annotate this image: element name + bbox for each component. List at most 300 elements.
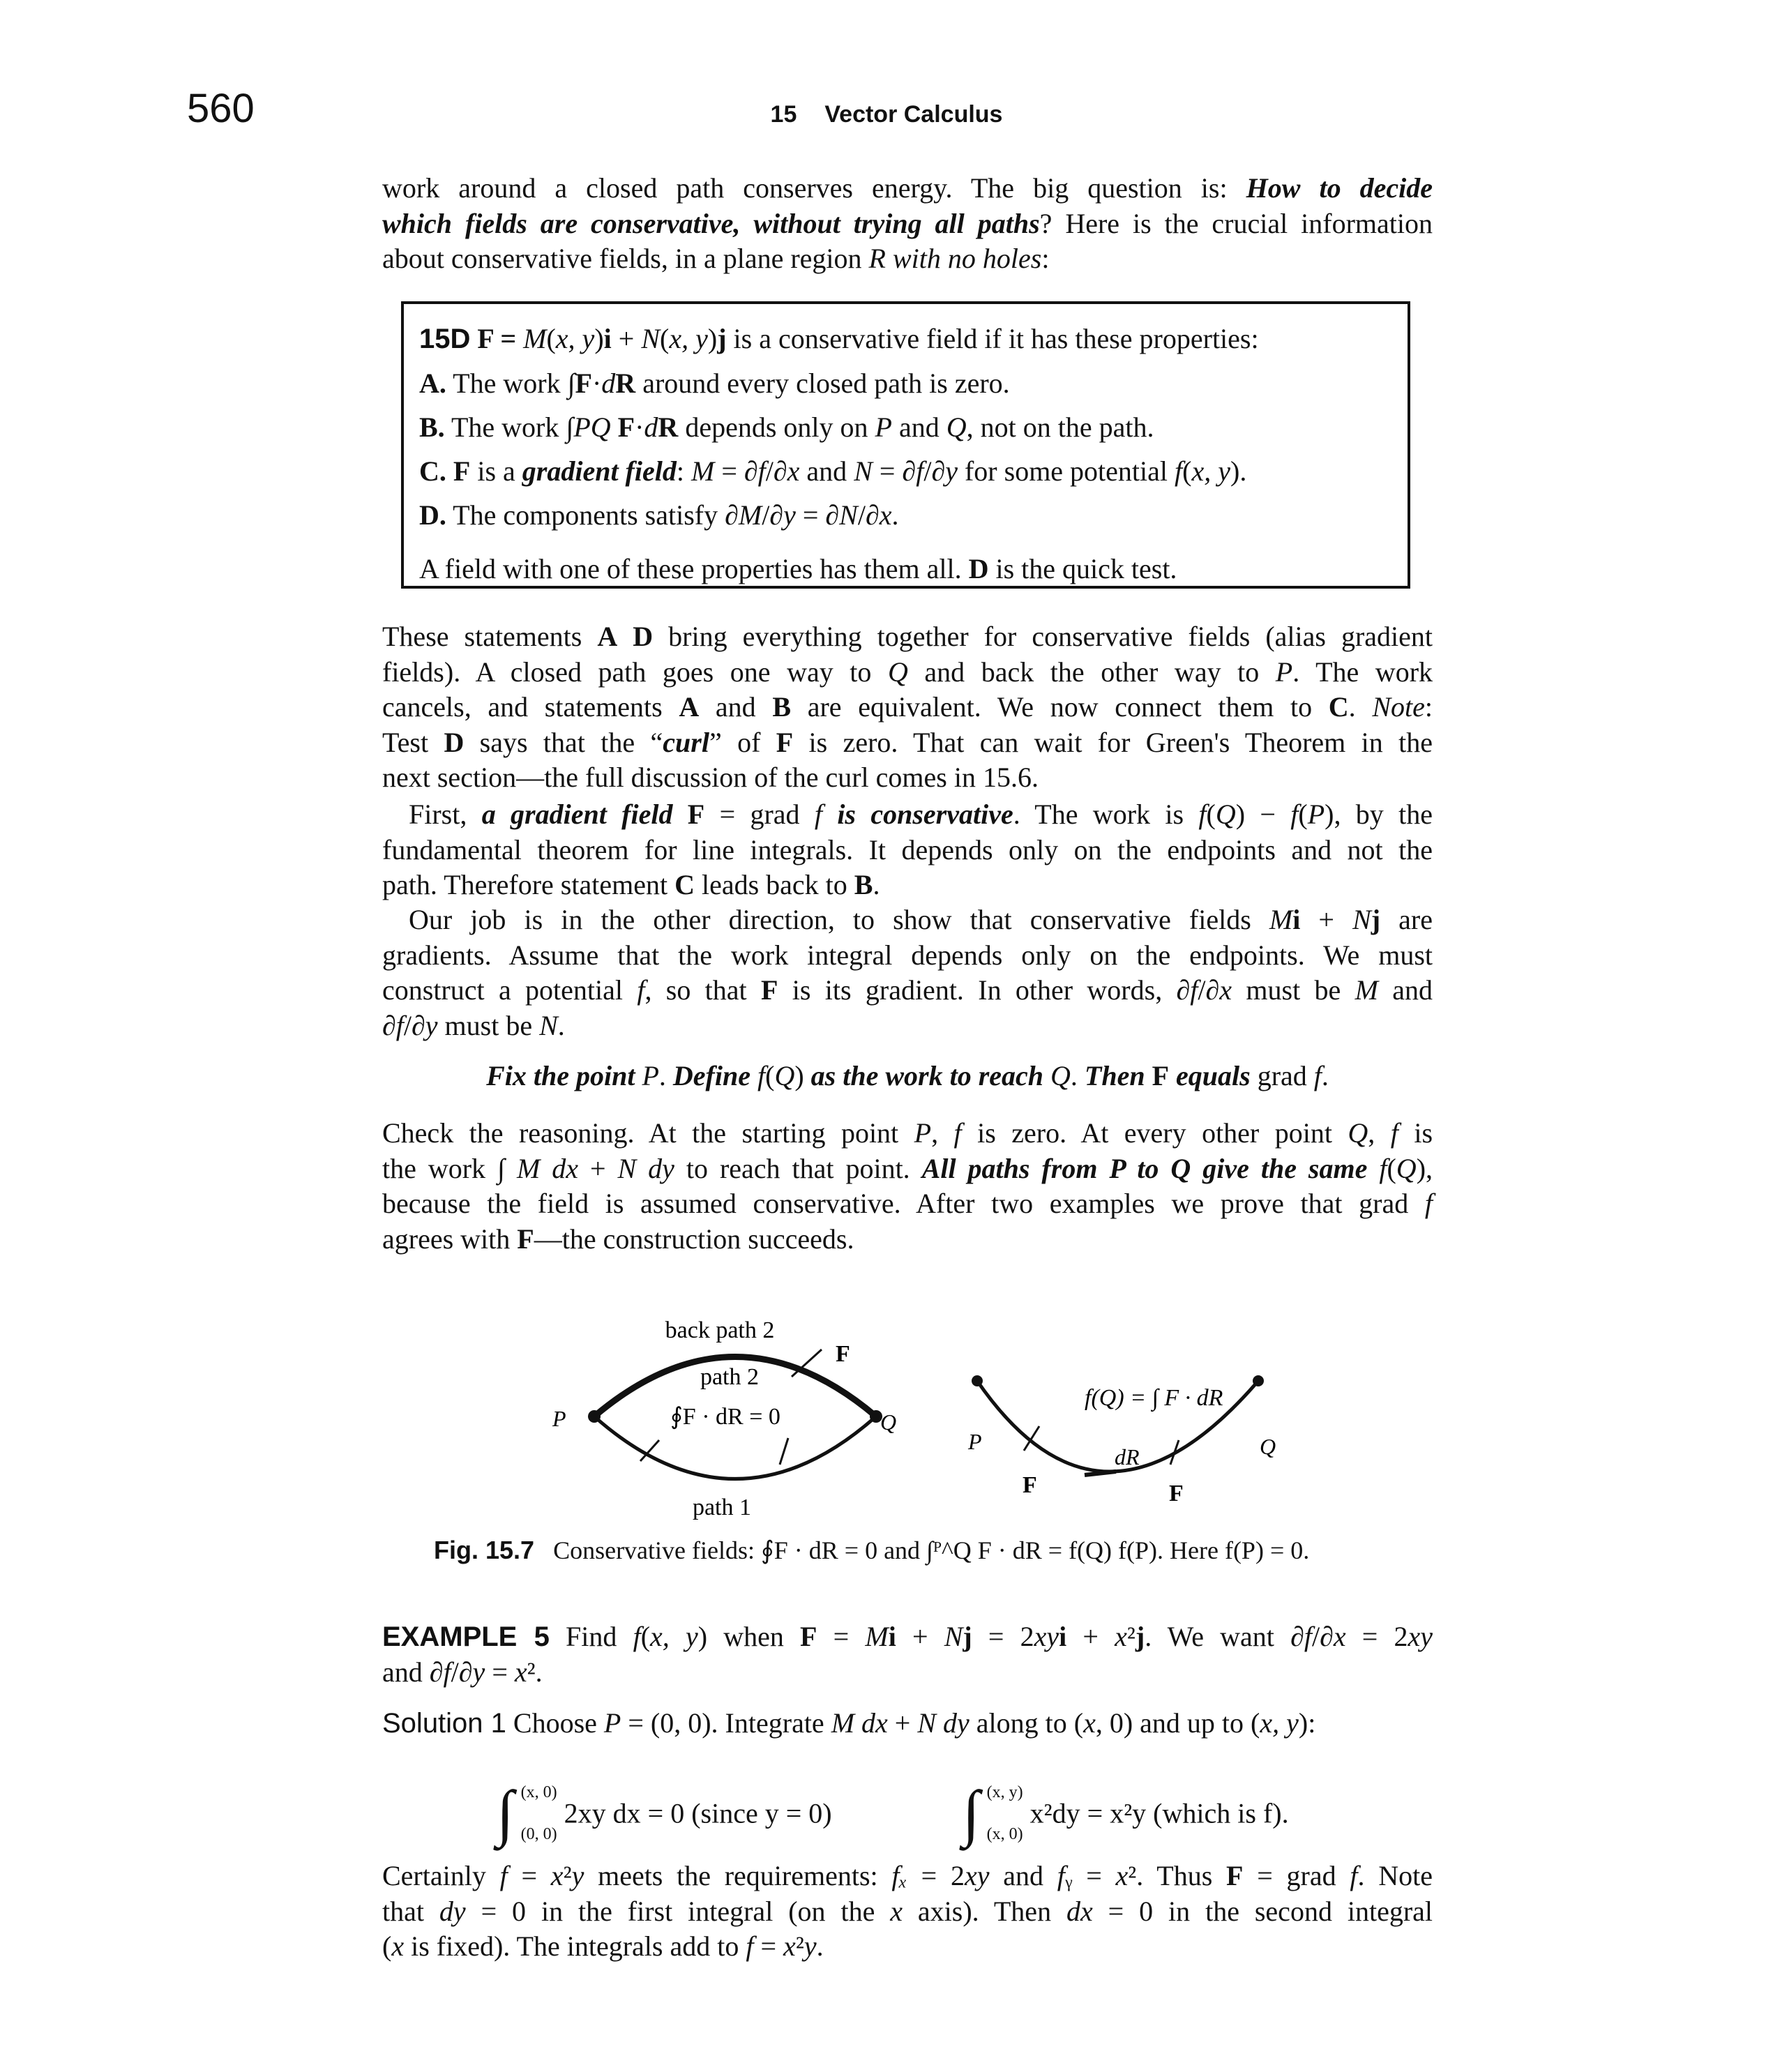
text-segment: C. (419, 455, 446, 487)
text-segment: D (633, 621, 654, 652)
text-segment: ) (594, 323, 604, 354)
text-segment: f (1290, 799, 1299, 830)
text-line (382, 1929, 1433, 1965)
text-segment: about conservative fields, in a plane region (382, 243, 869, 275)
text-segment: . (1321, 1060, 1329, 1091)
text-segment: + (896, 1621, 944, 1652)
text-segment: says that the “ (464, 726, 663, 758)
text-segment: M dx (516, 1152, 578, 1184)
text-segment: as the work to reach (810, 1060, 1051, 1091)
text-segment: y (783, 499, 796, 531)
text-segment: y (945, 455, 958, 487)
text-segment: ( (660, 323, 670, 354)
text-segment: f (916, 455, 924, 487)
text-segment: B (772, 691, 792, 723)
text-segment: ( (1206, 799, 1216, 830)
text-segment: x (787, 455, 800, 487)
text-segment: x (1115, 1621, 1127, 1652)
text-segment: Q (887, 656, 908, 688)
text-segment: Check the reasoning. At the starting point (382, 1117, 914, 1149)
text-segment: ” of (709, 726, 776, 758)
text-segment: ) (707, 323, 718, 354)
text-segment: = 2 (907, 1860, 965, 1891)
text-segment: C (1328, 691, 1349, 723)
text-segment: The work ∫ (446, 368, 575, 399)
text-segment: /∂ (765, 455, 787, 487)
text-segment: , (931, 1117, 954, 1149)
text-segment: f (499, 1860, 508, 1891)
text-segment: R (658, 411, 679, 443)
text-segment: M (1269, 904, 1293, 935)
dR-arrow (1085, 1472, 1116, 1475)
lower-limit: (0, 0) (520, 1825, 557, 1843)
text-segment: Q (1050, 1060, 1071, 1091)
text-segment: F (776, 726, 794, 758)
text-segment: curl (663, 726, 709, 758)
text-segment: ( (1387, 1152, 1396, 1184)
text-segment: xy (964, 1860, 990, 1891)
text-segment: /∂ (451, 1656, 473, 1688)
text-segment: must be (1232, 974, 1355, 1006)
text-segment: M (738, 499, 762, 531)
text-segment: = (485, 1656, 515, 1688)
text-segment: is (1398, 1117, 1433, 1149)
text-segment: EXAMPLE 5 (382, 1621, 550, 1652)
caption-label: Fig. 15.7 (434, 1536, 535, 1564)
text-segment: ᵧ = (1064, 1860, 1116, 1891)
text-segment: and ∂ (382, 1656, 444, 1688)
text-segment: f (1379, 1152, 1387, 1184)
text-segment: = grad (704, 799, 815, 830)
text-segment: f (953, 1117, 962, 1149)
text-segment: and (699, 691, 773, 723)
text-segment: P (642, 1060, 659, 1091)
text-segment: Q (1348, 1117, 1368, 1149)
paragraph-certainly (382, 1859, 1433, 1965)
text-segment: The work ∫ (444, 411, 574, 443)
text-segment: N dy (617, 1152, 674, 1184)
text-segment: that (382, 1895, 439, 1927)
text-segment: f (1304, 1621, 1312, 1652)
text-segment: depends only on (678, 411, 875, 443)
label-q: Q (1260, 1434, 1276, 1459)
text-segment: f (757, 1060, 766, 1091)
text-segment: x (1219, 974, 1232, 1006)
text-segment: A (597, 621, 618, 652)
text-segment: x, y (555, 323, 595, 354)
text-segment: x (890, 1895, 903, 1927)
text-segment: Note (1372, 691, 1425, 723)
text-segment: y (472, 1656, 485, 1688)
text-segment: is zero. That can wait for Green's Theorem in the (793, 726, 1433, 758)
text-segment: F (800, 1621, 817, 1652)
integral-body: 2xy dx = 0 (since y = 0) (564, 1797, 832, 1829)
text-segment: . (1070, 1060, 1085, 1091)
text-segment: P (573, 411, 591, 443)
text-segment: N (854, 455, 873, 487)
text-segment: = grad (1243, 1860, 1350, 1891)
text-segment: M (1355, 974, 1378, 1006)
text-segment: + (578, 1152, 618, 1184)
text-segment: ) − (1235, 799, 1291, 830)
text-segment: R (868, 243, 886, 275)
text-segment: . We want ∂ (1145, 1621, 1304, 1652)
text-segment: , not on the path. (966, 411, 1154, 443)
text-segment: /∂ (923, 455, 946, 487)
text-segment: xy (1408, 1621, 1433, 1652)
upper-limit: (x, y) (986, 1783, 1023, 1801)
text-segment: = ∂ (872, 455, 916, 487)
text-segment: , so that (644, 974, 761, 1006)
text-segment: ² (563, 1860, 572, 1891)
text-segment: 15D (419, 324, 471, 354)
text-segment: y (571, 1860, 584, 1891)
text-segment: F (617, 411, 635, 443)
text-segment: , 0) and up to ( (1095, 1707, 1260, 1739)
text-segment: A (679, 691, 700, 723)
text-segment: D. (419, 499, 446, 531)
text-segment: /∂ (1198, 974, 1220, 1006)
text-segment: : (1424, 691, 1433, 723)
text-segment: Define (672, 1060, 757, 1091)
text-segment: around every closed path is zero. (635, 368, 1010, 399)
text-segment: M dx (831, 1707, 888, 1739)
text-segment: x (550, 1860, 564, 1891)
figure-caption (434, 1536, 1309, 1565)
text-segment: and (799, 455, 854, 487)
point-p (972, 1375, 983, 1386)
text-segment: /∂ (857, 499, 880, 531)
text-segment: = (507, 1860, 551, 1891)
point-q (1253, 1375, 1264, 1386)
text-segment: All paths from P to Q give the same (921, 1152, 1380, 1184)
text-segment: x, y (1191, 455, 1230, 487)
text-segment: j (717, 323, 727, 354)
label-back-path-2: back path 2 (665, 1317, 775, 1343)
text-segment: gradient field (522, 455, 677, 487)
text-segment: f (1190, 974, 1198, 1006)
text-segment: ? Here is the crucial information (1039, 207, 1433, 239)
text-segment: ) when (697, 1621, 801, 1652)
text-segment: x (514, 1656, 527, 1688)
text-segment: f (746, 1930, 754, 1963)
text-segment: ² (795, 1930, 804, 1963)
text-segment: Solution 1 (382, 1708, 506, 1739)
text-segment: F (575, 368, 592, 399)
text-segment: d (601, 368, 616, 399)
solution-1 (382, 1706, 1433, 1741)
text-segment: M (691, 455, 715, 487)
text-segment: leads back to (694, 869, 854, 901)
text-segment: fundamental theorem for line integrals. It depends only on the endpoints and not the (382, 833, 1433, 865)
text-segment: bring everything together for conservative fields (alias gradient (653, 621, 1433, 652)
label-closed-integral: ∮F · dR = 0 (670, 1404, 780, 1430)
text-segment: f (757, 455, 766, 487)
text-segment: P (1307, 799, 1325, 830)
text-segment: is conservative (822, 799, 1013, 830)
text-segment: A field with one of these properties has them all. (419, 553, 969, 584)
text-segment: x (1083, 1707, 1096, 1739)
text-segment: Test (382, 726, 444, 758)
text-segment: is its gradient. In other words, ∂ (778, 974, 1191, 1006)
text-segment: f (814, 799, 822, 830)
text-segment: = ∂ (714, 455, 758, 487)
integral-sign: ∫ (963, 1778, 980, 1848)
text-segment: is a conservative field if it has these properties: (726, 323, 1259, 354)
text-segment: F (1226, 1860, 1244, 1891)
text-segment: = 0 in the first integral (on the (465, 1895, 891, 1927)
text-segment: . The work is (1013, 799, 1199, 830)
integral-body: x²dy = x²y (which is f). (1029, 1797, 1289, 1829)
text-segment: y (803, 1930, 817, 1963)
text-segment: D (968, 553, 989, 584)
text-segment: f (443, 1656, 451, 1688)
chapter-number: 15 (770, 101, 797, 128)
text-segment: ( (382, 1930, 392, 1963)
text-segment: = 2 (972, 1621, 1034, 1652)
text-segment: N (539, 1009, 558, 1041)
text-segment: · (635, 411, 644, 443)
text-segment: Q (774, 1060, 795, 1091)
text-segment: a gradient field (481, 799, 673, 830)
text-segment: M (523, 323, 547, 354)
text-segment: next section—the full discussion of the curl comes in 15.6. (382, 762, 1039, 794)
label-f-right: F (1169, 1481, 1184, 1506)
text-segment: dx (1066, 1895, 1093, 1927)
text-segment: F = (470, 323, 524, 354)
text-segment: is a (470, 455, 522, 487)
text-segment: . Note (1357, 1860, 1433, 1891)
text-segment: ². (527, 1656, 543, 1688)
text-segment: = 2 (1345, 1621, 1408, 1652)
text-segment: ). (1230, 455, 1247, 487)
text-segment: : (1041, 243, 1050, 275)
text-segment: j (1135, 1621, 1145, 1652)
text-segment: /∂ (1311, 1621, 1334, 1652)
text-segment: f (1424, 1188, 1433, 1220)
text-segment: F (760, 974, 778, 1006)
text-segment: ): (1298, 1707, 1316, 1739)
text-line (382, 1894, 1433, 1930)
integral-sign: ∫ (497, 1778, 514, 1848)
text-segment: d (644, 411, 658, 443)
text-segment: , (1368, 1117, 1391, 1149)
text-segment: are (1380, 904, 1433, 935)
text-segment: P (603, 1707, 621, 1739)
text-segment: axis). Then (903, 1895, 1066, 1927)
text-line (382, 1706, 1433, 1741)
field-arrow (780, 1438, 788, 1465)
text-segment: ² (1126, 1621, 1136, 1652)
label-path-1: path 1 (692, 1495, 752, 1520)
text-segment: gradients. Assume that the work integral depends only on the endpoints. We must (382, 939, 1433, 971)
text-segment: : (676, 455, 691, 487)
text-segment: Q (946, 411, 967, 443)
label-q: Q (880, 1409, 897, 1435)
text-segment: i (603, 323, 612, 354)
text-segment: The components satisfy ∂ (446, 499, 739, 531)
text-segment: x (783, 1930, 796, 1963)
text-segment: Q (590, 411, 611, 443)
text-segment: P (1275, 656, 1293, 688)
text-segment: the work ∫ (382, 1152, 517, 1184)
label-f-left: F (1023, 1472, 1037, 1498)
label-p: P (968, 1429, 982, 1454)
text-segment: x, y (669, 323, 708, 354)
integral-2 (963, 1771, 1289, 1855)
integral-1 (497, 1771, 832, 1855)
text-segment: f (1057, 1860, 1065, 1891)
text-segment: meets the requirements: (584, 1860, 892, 1891)
text-segment: ². Thus (1128, 1860, 1227, 1891)
text-segment: F (453, 455, 471, 487)
text-segment: = (753, 1930, 784, 1963)
text-segment: ) (794, 1060, 811, 1091)
text-segment: + (611, 323, 642, 354)
text-segment: F (1152, 1060, 1170, 1091)
page-number: 560 (187, 86, 255, 131)
text-segment: and (989, 1860, 1057, 1891)
text-segment: M (865, 1621, 889, 1652)
text-segment: i (888, 1621, 896, 1652)
text-segment: These statements (382, 621, 598, 652)
text-segment: F (672, 799, 705, 830)
text-segment: is the quick test. (988, 553, 1177, 584)
text-segment: Q (1396, 1152, 1417, 1184)
text-segment: must be (437, 1009, 540, 1041)
text-segment: fₓ (891, 1860, 907, 1891)
text-segment: x, y (1260, 1707, 1299, 1739)
text-segment: Then (1084, 1060, 1152, 1091)
label-potential-formula: f(Q) = ∫ F · dR (1085, 1385, 1223, 1411)
text-segment: · (591, 368, 602, 399)
text-segment: because the field is assumed conservative. After two examples we prove that grad (382, 1188, 1425, 1220)
text-segment: . (891, 499, 899, 531)
label-path-2: path 2 (700, 1364, 760, 1390)
text-segment: is zero. At every other point (961, 1117, 1348, 1149)
text-segment: cancels, and statements (382, 691, 679, 723)
text-segment: y (425, 1009, 438, 1041)
text-segment: f (395, 1009, 404, 1041)
text-segment: xy (1034, 1621, 1059, 1652)
text-segment: B (854, 869, 873, 901)
text-segment: for some potential (957, 455, 1175, 487)
text-segment: with no holes (892, 243, 1042, 275)
text-segment: ( (765, 1060, 775, 1091)
text-segment: . (557, 1009, 565, 1041)
text-segment: N (839, 499, 858, 531)
text-segment: ( (546, 323, 556, 354)
text-segment: F (517, 1223, 534, 1255)
text-segment: is fixed). The integrals add to (404, 1930, 746, 1963)
text-segment: Fix the point (486, 1060, 642, 1091)
text-segment: How to decide (1246, 172, 1433, 204)
text-segment: x (391, 1930, 405, 1963)
text-segment: A. (419, 368, 446, 399)
text-segment: + (887, 1707, 918, 1739)
text-segment: f (637, 974, 645, 1006)
text-segment: ), (1416, 1152, 1433, 1184)
text-segment: D (444, 726, 465, 758)
text-segment: Q (1215, 799, 1236, 830)
text-segment: dy (439, 1895, 466, 1927)
text-segment: Choose (506, 1707, 604, 1739)
text-segment: j (1371, 904, 1381, 935)
text-segment: f (1313, 1060, 1322, 1091)
text-segment: N (1352, 904, 1371, 935)
text-line (382, 1619, 1433, 1655)
text-segment: /∂ (403, 1009, 425, 1041)
text-segment: Our job is in the other direction, to show that conservative fields (409, 904, 1269, 935)
text-segment: ( (1298, 799, 1308, 830)
text-segment: fields). A closed path goes one way to (382, 656, 888, 688)
text-segment: f (1175, 455, 1183, 487)
text-segment: and back the other way to (907, 656, 1276, 688)
text-segment: i (1059, 1621, 1067, 1652)
text-segment: f (1198, 799, 1207, 830)
text-segment: Find (549, 1621, 633, 1652)
text-segment: agrees with (382, 1223, 518, 1255)
text-segment: + (1300, 904, 1353, 935)
text-segment: which fields are conservative, without trying all paths (382, 207, 1040, 239)
text-segment: = (817, 1621, 866, 1652)
text-segment: i (1292, 904, 1301, 935)
example-5 (382, 1619, 1433, 1690)
chapter-title: Vector Calculus (824, 101, 1003, 128)
text-segment: B. (419, 411, 445, 443)
text-segment: P (875, 411, 892, 443)
text-segment: equals (1169, 1060, 1258, 1091)
text-segment: . (816, 1930, 824, 1963)
text-segment: = (0, 0). Integrate (621, 1707, 831, 1739)
text-segment: . The work (1292, 656, 1433, 688)
text-segment: x (1115, 1860, 1129, 1891)
text-segment: ( (640, 1621, 651, 1652)
text-segment: path. Therefore statement (382, 869, 675, 901)
text-line (382, 1859, 1433, 1894)
point-p (588, 1410, 601, 1423)
text-segment: x (1333, 1621, 1346, 1652)
text-segment: ∂ (382, 1009, 396, 1041)
text-segment: f (1350, 1860, 1358, 1891)
text-segment: + (1066, 1621, 1115, 1652)
text-segment: = ∂ (795, 499, 840, 531)
text-segment: R (615, 368, 636, 399)
text-segment: are equivalent. We now connect them to (791, 691, 1329, 723)
text-segment: and (1378, 974, 1433, 1006)
text-segment: construct a potential (382, 974, 637, 1006)
text-segment: to reach that point. (674, 1152, 922, 1184)
text-segment: and (891, 411, 946, 443)
text-segment: x, y (650, 1621, 698, 1652)
text-segment: N dy (917, 1707, 970, 1739)
text-segment: C (674, 869, 695, 901)
label-f: F (836, 1341, 850, 1367)
text-segment: Certainly (382, 1860, 500, 1891)
caption-text: Conservative fields: ∮F · dR = 0 and ∫ᴾ^Q F · dR = f(Q) f(P). Here f(P) = 0. (553, 1536, 1310, 1564)
text-segment: f (633, 1621, 641, 1652)
text-segment: ( (1182, 455, 1192, 487)
text-segment: = 0 in the second integral (1092, 1895, 1433, 1927)
label-dr: dR (1115, 1444, 1140, 1469)
text-segment: j (963, 1621, 972, 1652)
text-segment: P (914, 1117, 932, 1149)
text-segment: . (1348, 691, 1373, 723)
text-segment: work around a closed path conserves energy. The big question is: (382, 172, 1246, 204)
text-segment: N (641, 323, 661, 354)
text-segment: . (658, 1060, 673, 1091)
lower-limit: (x, 0) (986, 1825, 1023, 1843)
